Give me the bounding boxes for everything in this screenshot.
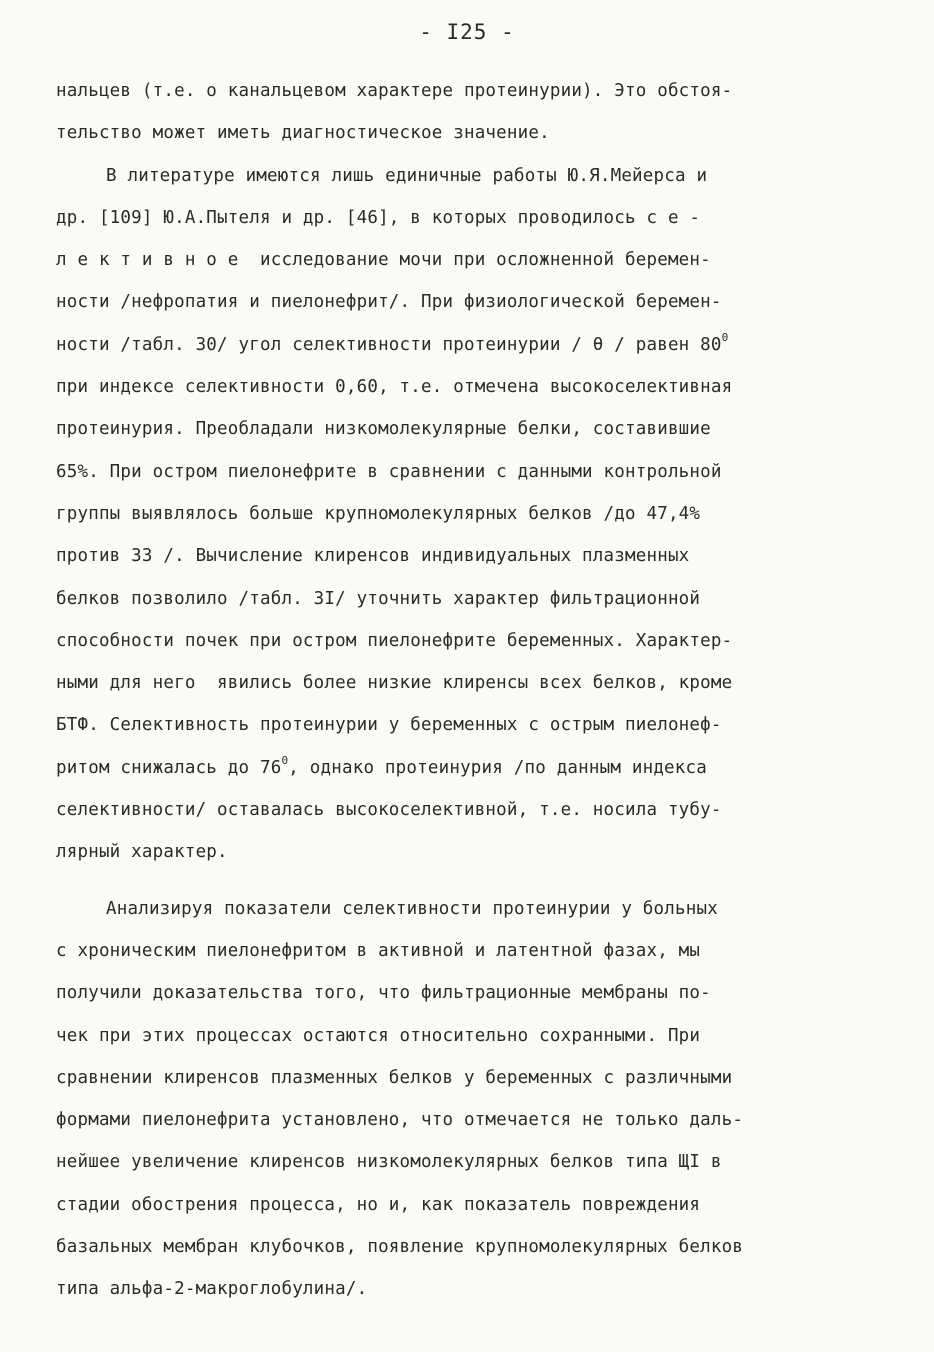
line-text: протеинурия. Преобладали низкомолекулярные белки, составившие — [56, 419, 711, 440]
text-line — [56, 1099, 896, 1141]
line-text: способности почек при остром пиелонефрите беременных. Характер- — [56, 630, 733, 651]
line-text: белков позволило /табл. 3I/ уточнить характер фильтрационной — [56, 588, 701, 609]
line-text: селективности/ оставалась высокоселективной, т.е. носила тубу- — [56, 800, 722, 821]
line-text: типа альфа-2-макроглобулина/. — [56, 1279, 368, 1300]
line-text: лярный характер. — [56, 842, 228, 863]
text-line — [56, 747, 896, 789]
text-line — [56, 112, 896, 154]
text-line — [56, 197, 896, 239]
text-line — [56, 1057, 896, 1099]
line-text-continuation: , однако протеинурия /по данным индекса — [288, 757, 707, 778]
line-text: получили доказательства того, что фильтрационные мембраны по- — [56, 983, 711, 1004]
text-line — [56, 281, 896, 323]
text-line — [56, 930, 896, 972]
line-text: л е к т и в н о е исследование мочи при осложненной беремен- — [56, 250, 711, 271]
text-line — [56, 1184, 896, 1226]
line-text: др. [109] Ю.А.Пытеля и др. [46], в которых проводилось с е - — [56, 207, 701, 228]
text-line — [56, 831, 896, 873]
line-text: ности /нефропатия и пиелонефрит/. При физиологической беремен- — [56, 292, 722, 313]
text-line — [56, 662, 896, 704]
text-line — [56, 789, 896, 831]
text-line — [56, 1015, 896, 1057]
text-line — [56, 366, 896, 408]
text-line — [56, 155, 896, 197]
body-text — [56, 70, 896, 1311]
text-line — [56, 408, 896, 450]
line-text: при индексе селективности 0,60, т.е. отмечена высокоселективная — [56, 377, 733, 398]
page-number: - I25 - — [419, 20, 515, 44]
degree-superscript: 0 — [721, 330, 729, 344]
line-text: базальных мембран клубочков, появление крупномолекулярных белков — [56, 1237, 744, 1258]
line-text: тельство может иметь диагностическое значение. — [56, 123, 550, 144]
line-text: БТФ. Селективность протеинурии у беременных с острым пиелонеф- — [56, 715, 722, 736]
text-line — [56, 972, 896, 1014]
line-text: сравнении клиренсов плазменных белков у беременных с различными — [56, 1067, 733, 1088]
text-line — [56, 70, 896, 112]
line-text: с хроническим пиелонефритом в активной и латентной фазах, мы — [56, 940, 701, 961]
text-line — [56, 239, 896, 281]
text-line — [56, 1141, 896, 1183]
line-text: Анализируя показатели селективности протеинурии у больных — [106, 898, 718, 919]
text-line — [56, 1268, 896, 1310]
line-text: чек при этих процессах остаются относительно сохранными. При — [56, 1025, 701, 1046]
paragraph-gap — [56, 874, 896, 888]
degree-superscript: 0 — [281, 753, 289, 767]
line-text: ности /табл. 30/ угол селективности протеинурии / θ / равен 80 — [56, 334, 722, 355]
line-text: группы выявлялось больше крупномолекулярных белков /до 47,4% — [56, 503, 701, 524]
text-line — [56, 535, 896, 577]
text-line — [56, 888, 896, 930]
line-text: ными для него явились более низкие клиренсы всех белков, кроме — [56, 673, 733, 694]
line-text: стадии обострения процесса, но и, как показатель повреждения — [56, 1194, 701, 1215]
line-text: 65%. При остром пиелонефрите в сравнении с данными контрольной — [56, 461, 722, 482]
text-line — [56, 324, 896, 366]
text-line — [56, 578, 896, 620]
text-line — [56, 620, 896, 662]
text-line — [56, 493, 896, 535]
line-text: формами пиелонефрита установлено, что отмечается не только даль- — [56, 1110, 744, 1131]
text-line — [56, 1226, 896, 1268]
text-line — [56, 451, 896, 493]
line-text: против 33 /. Вычисление клиренсов индивидуальных плазменных — [56, 546, 690, 567]
text-line — [56, 704, 896, 746]
line-text: нейшее увеличение клиренсов низкомолекулярных белков типа ЩI в — [56, 1152, 722, 1173]
line-text: ритом снижалась до 76 — [56, 757, 282, 778]
line-text: нальцев (т.е. о канальцевом характере протеинурии). Это обстоя- — [56, 81, 733, 101]
line-text: В литературе имеются лишь единичные работы Ю.Я.Мейерса и — [106, 165, 708, 186]
